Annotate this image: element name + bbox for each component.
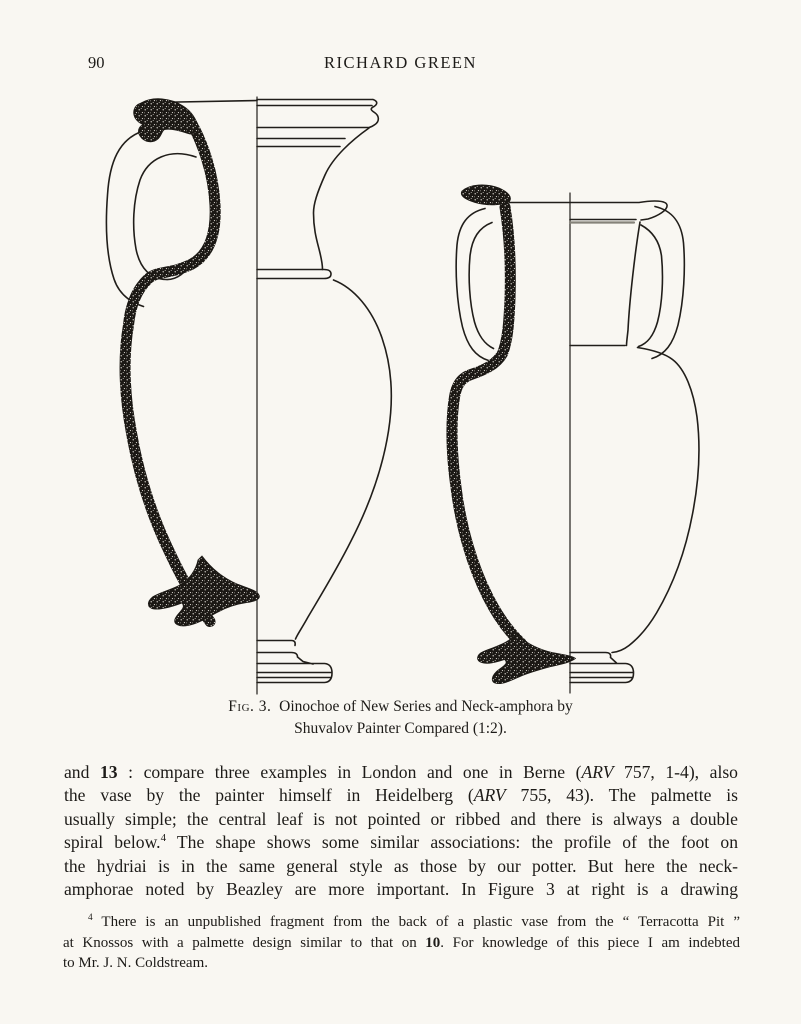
text-run: at Knossos with a palmette design similar to that on [63,934,426,951]
oinochoe-neck-outline [314,128,370,270]
oinochoe-section-profile [125,124,215,622]
text-run: 4 [88,913,93,923]
oinochoe-foot-section [148,556,259,626]
text-run: ARV [473,785,506,806]
neck-amphora-neck-outline [570,222,640,346]
footnote [63,912,740,974]
text-run: 13 [99,762,118,782]
text-run: and [64,762,100,782]
text-run: : compare three examples in London and one in Berne ( [117,762,582,782]
body-line [64,831,738,854]
footnote-line [63,953,740,974]
neck-amphora-foot-section [478,634,576,684]
text-run: 4 [160,832,167,845]
oinochoe-drawing [106,97,391,694]
body-line [64,855,738,878]
body-paragraph [64,761,738,901]
page-number: 90 [88,53,105,72]
body-line [64,808,738,831]
body-line [64,784,738,807]
neck-amphora-section-profile [452,207,522,645]
oinochoe-body-outline [296,280,392,639]
body-line [64,878,738,901]
text-run: spiral below. [64,832,161,853]
body-line [64,761,738,784]
running-title: RICHARD GREEN [324,53,477,72]
text-run: to Mr. J. N. Coldstream. [63,955,208,972]
oinochoe-handle-outline [106,131,196,307]
neck-amphora-foot-outline [570,653,634,683]
oinochoe-foot-outline [257,641,332,683]
oinochoe-collar-outline [257,270,331,279]
text-run: usually simple; the central leaf is not pointed or ribbed and there is always a double [64,808,738,829]
neck-amphora-body-outline [612,348,699,653]
text-run: The shape shows some similar associations: the profile of the foot on [166,832,738,853]
text-run: Oinochoe of New Series and Neck-amphora by [271,698,573,715]
text-run: 10 [425,934,441,951]
text-run: ARV [581,762,614,782]
text-run: 755, 43). The palmette is [505,785,738,806]
neck-amphora-right-handle-outline [639,207,685,359]
footnote-line [63,933,740,954]
text-run: amphorae noted by Beazley are more important. In Figure 3 at right is a drawing [64,879,738,900]
figure-caption-line-1 [0,696,801,718]
neck-amphora-drawing [452,185,699,693]
figure-caption [0,696,801,740]
neck-amphora-lip-section [461,185,510,205]
oinochoe-mouth-outline [152,100,378,147]
footnote-line [63,912,740,933]
text-run: the hydriai is in the same general style as those by our potter. But here the neck- [64,855,738,876]
text-run: 757, 1-4), also [613,762,738,782]
text-run: the vase by the painter himself in Heidelberg ( [64,785,474,806]
text-run: There is an unpublished fragment from the back of a plastic vase from the “ Terracotta Pit ” [92,914,740,930]
oinochoe-handle-root-section [134,99,198,142]
text-run: Fig. 3. [228,698,272,715]
neck-amphora-left-handle-outline [456,209,493,361]
text-run: . For knowledge of this piece I am indebted [440,934,740,951]
figure-caption-line-2 [0,718,801,740]
neck-amphora-mouth-outline [509,201,667,220]
text-run: Shuvalov Painter Compared (1:2). [294,720,507,737]
